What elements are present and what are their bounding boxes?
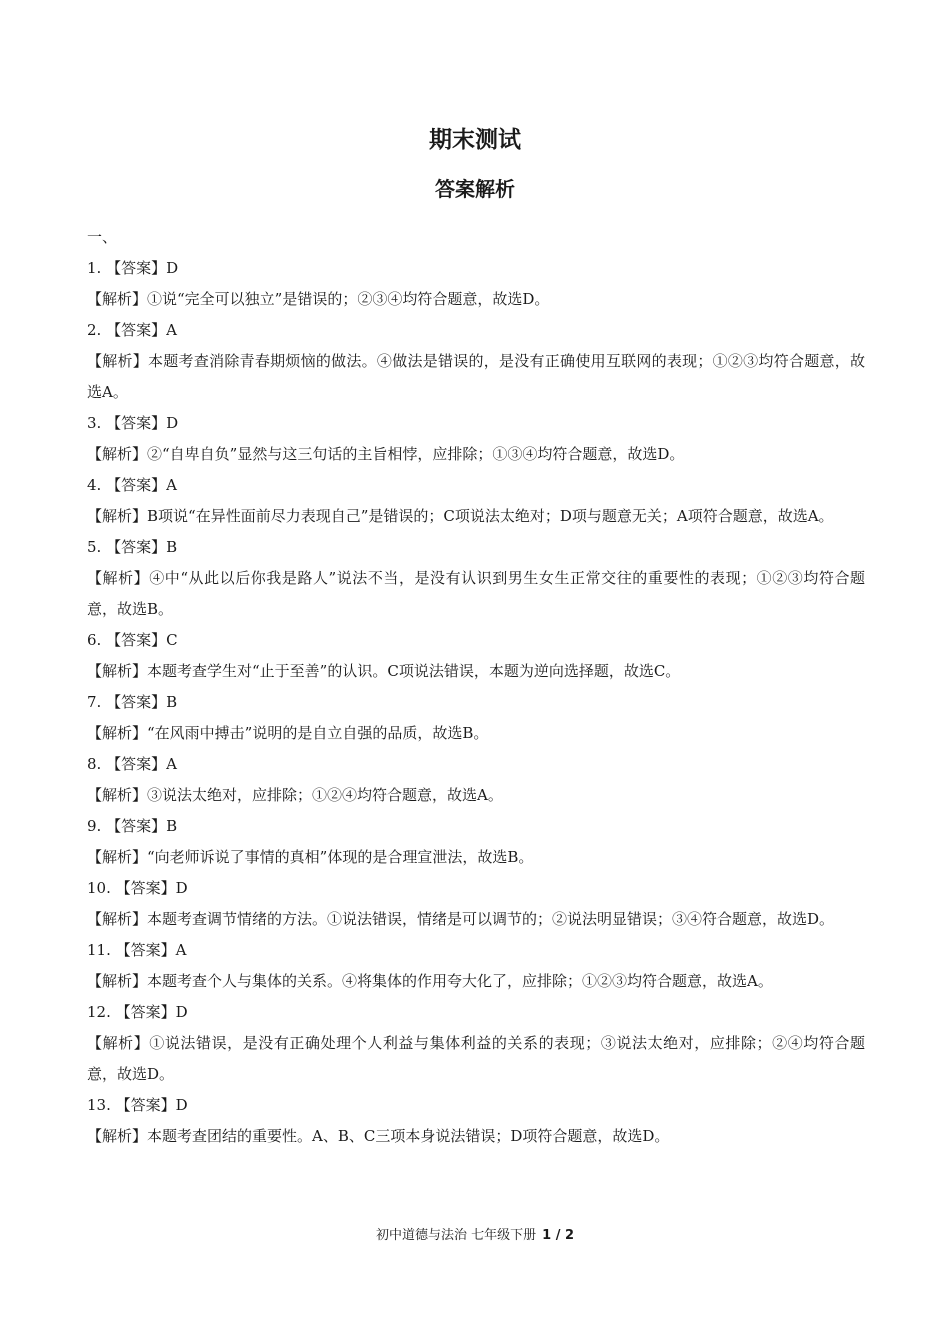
answer-8: 8. 【答案】A [87, 755, 177, 773]
analysis-8: 【解析】③说法太绝对，应排除；①②④均符合题意，故选A。 [87, 786, 503, 804]
answer-4: 4. 【答案】A [87, 476, 177, 494]
answer-content [87, 222, 865, 1152]
answer-5: 5. 【答案】B [87, 538, 178, 556]
analysis-6: 【解析】本题考查学生对“止于至善”的认识。C项说法错误，本题为逆向选择题，故选C。 [87, 662, 681, 680]
analysis-3: 【解析】②“自卑自负”显然与这三句话的主旨相悖，应排除；①③④均符合题意，故选D。 [87, 445, 685, 463]
answer-11: 11. 【答案】A [87, 941, 187, 959]
analysis-1: 【解析】①说“完全可以独立”是错误的；②③④均符合题意，故选D。 [87, 290, 550, 308]
answer-9: 9. 【答案】B [87, 817, 178, 835]
analysis-2: 【解析】本题考查消除青春期烦恼的做法。④做法是错误的，是没有正确使用互联网的表现；①②③均符合题意，故选A。 [87, 352, 865, 401]
analysis-11: 【解析】本题考查个人与集体的关系。④将集体的作用夸大化了，应排除；①②③均符合题意，故选A。 [87, 972, 773, 990]
analysis-5: 【解析】④中“从此以后你我是路人”说法不当，是没有认识到男生女生正常交往的重要性的表现；①②③均符合题意，故选B。 [87, 569, 865, 618]
section-label: 一、 [87, 228, 118, 246]
answer-3: 3. 【答案】D [87, 414, 179, 432]
page-subtitle: 答案解析 [435, 177, 515, 201]
page-title: 期末测试 [429, 127, 521, 153]
answer-2: 2. 【答案】A [87, 321, 177, 339]
analysis-9: 【解析】“向老师诉说了事情的真相”体现的是合理宣泄法，故选B。 [87, 848, 534, 866]
answer-10: 10. 【答案】D [87, 879, 188, 897]
analysis-13: 【解析】本题考查团结的重要性。A、B、C三项本身说法错误；D项符合题意，故选D。 [87, 1127, 670, 1145]
page-footer [0, 1226, 950, 1246]
footer-text: 初中道德与法治 七年级下册 [375, 1228, 537, 1243]
analysis-10: 【解析】本题考查调节情绪的方法。①说法错误，情绪是可以调节的；②说法明显错误；③④符合题意，故选D。 [87, 910, 835, 928]
answer-12: 12. 【答案】D [87, 1003, 188, 1021]
analysis-4: 【解析】B项说“在异性面前尽力表现自己”是错误的；C项说法太绝对；D项与题意无关；A项符合题意，故选A。 [87, 507, 834, 525]
answer-6: 6. 【答案】C [87, 631, 178, 649]
answer-13: 13. 【答案】D [87, 1096, 188, 1114]
answer-7: 7. 【答案】B [87, 693, 178, 711]
answer-1: 1. 【答案】D [87, 259, 179, 277]
analysis-12: 【解析】①说法错误，是没有正确处理个人利益与集体利益的关系的表现；③说法太绝对，应排除；②④均符合题意，故选D。 [87, 1034, 865, 1083]
analysis-7: 【解析】“在风雨中搏击”说明的是自立自强的品质，故选B。 [87, 724, 489, 742]
page-number: 1 / 2 [542, 1228, 575, 1243]
